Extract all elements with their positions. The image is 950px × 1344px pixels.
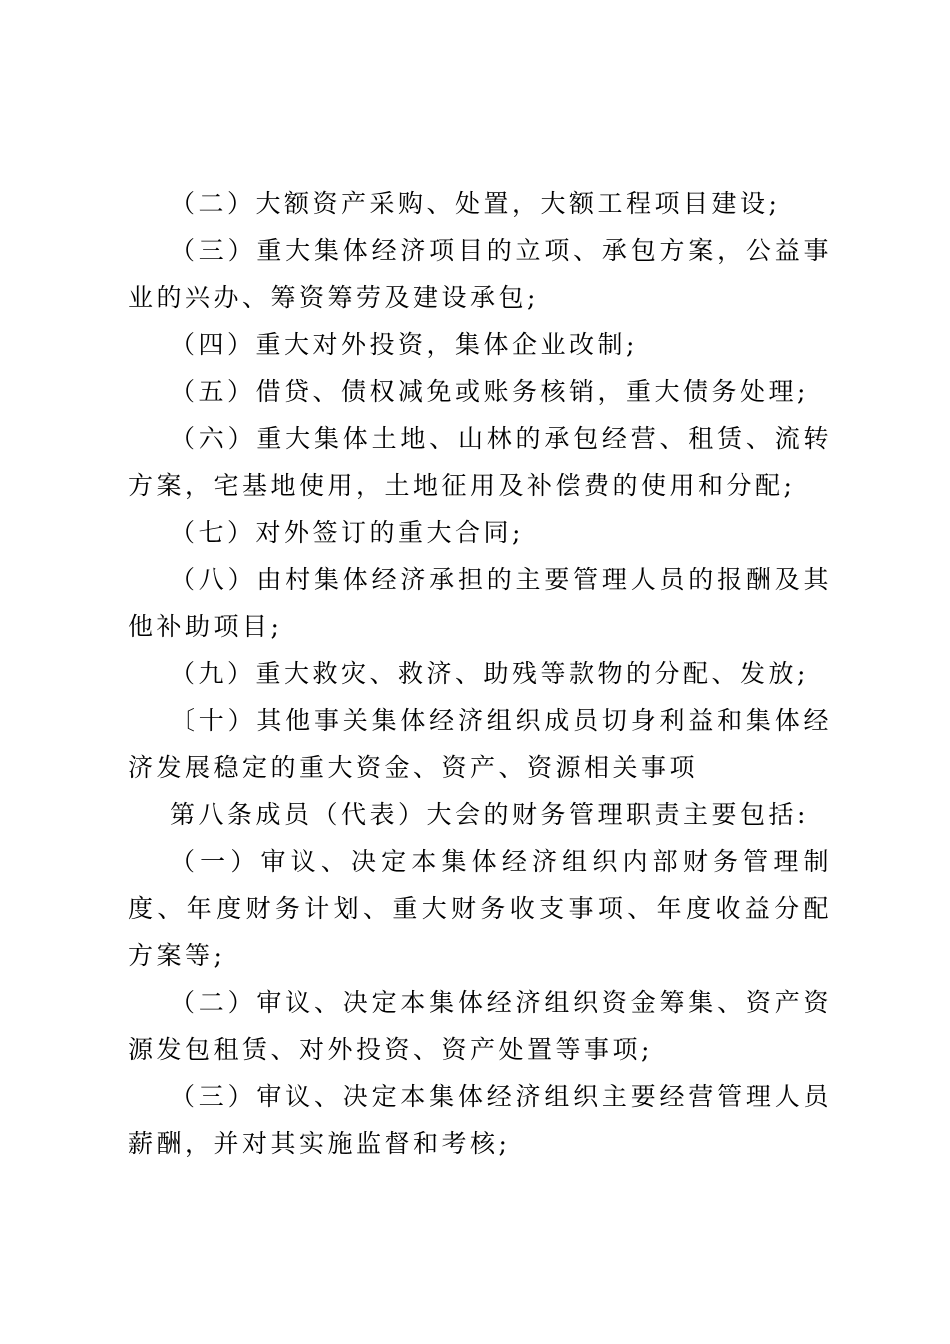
paragraph-item-9: （九）重大救灾、救济、助残等款物的分配、发放; <box>170 659 809 688</box>
article-8-heading: 第八条成员（代表）大会的财务管理职责主要包括: <box>170 800 809 829</box>
paragraph-item-2: （二）大额资产采购、处置，大额工程项目建设; <box>170 189 781 218</box>
paragraph-item-10: 〔十）其他事关集体经济组织成员切身利益和集体经济发展稳定的重大资金、资产、资源相关事项 <box>128 706 832 782</box>
document-body <box>128 180 832 1167</box>
article-8-item-3: （三）审议、决定本集体经济组织主要经营管理人员薪酬，并对其实施监督和考核; <box>128 1082 832 1158</box>
paragraph-item-6: （六）重大集体土地、山林的承包经营、租赁、流转方案，宅基地使用，土地征用及补偿费的使用和分配; <box>128 424 832 500</box>
article-8-item-2: （二）审议、决定本集体经济组织资金筹集、资产资源发包租赁、对外投资、资产处置等事项; <box>128 988 832 1064</box>
paragraph-item-5: （五）借贷、债权减免或账务核销，重大债务处理; <box>170 377 809 406</box>
paragraph-item-7: （七）对外签订的重大合同; <box>170 518 524 547</box>
paragraph-item-4: （四）重大对外投资，集体企业改制; <box>170 330 638 359</box>
paragraph-item-3: （三）重大集体经济项目的立项、承包方案，公益事业的兴办、筹资筹劳及建设承包; <box>128 236 832 312</box>
article-8-item-1: （一）审议、决定本集体经济组织内部财务管理制度、年度财务计划、重大财务收支事项、年度收益分配方案等; <box>128 847 832 970</box>
paragraph-item-8: （八）由村集体经济承担的主要管理人员的报酬及其他补助项目; <box>128 565 832 641</box>
